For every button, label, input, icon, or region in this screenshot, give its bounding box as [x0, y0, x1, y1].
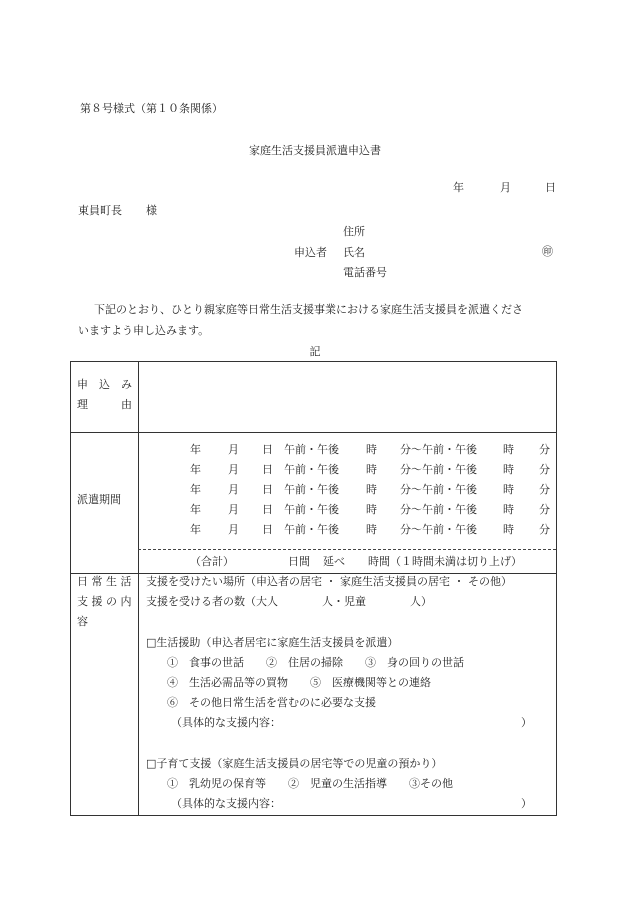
addressee-name: 東員町長	[78, 204, 122, 217]
seal-mark: ㊞	[542, 245, 553, 258]
addressee-honorific: 様	[146, 204, 157, 217]
period-y-label: 年	[190, 443, 201, 456]
period-h2-label: 時	[503, 483, 514, 496]
period-h1-label: 時	[366, 463, 377, 476]
period-row	[138, 503, 556, 517]
period-h2-label: 時	[503, 503, 514, 516]
period-y-label: 年	[190, 463, 201, 476]
date-month-label: 月	[500, 181, 511, 194]
reason-label-line2: 理 由	[77, 398, 132, 411]
period-h1-label: 時	[366, 443, 377, 456]
period-h2-label: 時	[503, 523, 514, 536]
period-min2-label: 分	[539, 523, 550, 536]
date-year-label: 年	[453, 181, 464, 194]
period-row	[138, 523, 556, 537]
form-number: 第８号様式（第１０条関係）	[80, 102, 223, 115]
period-label: 派遣期間	[77, 493, 121, 506]
support-count-line: 支援を受ける者の数（大人 人・児童 人）	[146, 595, 432, 608]
period-d-label: 日	[262, 523, 273, 536]
period-m-label: 月	[228, 443, 239, 456]
period-m-label: 月	[228, 523, 239, 536]
period-min1-label: 分〜午前・午後	[400, 443, 477, 456]
period-ampm1-label: 午前・午後	[284, 523, 339, 536]
life-support-items-3: ⑥ その他日常生活を営むのに必要な支援	[167, 696, 376, 709]
life-support-detail: （具体的な支援内容：	[171, 716, 281, 729]
period-min2-label: 分	[539, 443, 550, 456]
date-day-label: 日	[545, 181, 556, 194]
period-h2-label: 時	[503, 463, 514, 476]
child-support-detail-close: ）	[521, 797, 532, 810]
total-days-label: 日間	[288, 555, 310, 568]
body-text-line1: 下記のとおり、ひとり親家庭等日常生活支援事業における家庭生活支援員を派遣くださ	[94, 303, 523, 316]
period-row	[138, 443, 556, 457]
period-h2-label: 時	[503, 443, 514, 456]
period-min1-label: 分〜午前・午後	[400, 523, 477, 536]
period-total-row	[138, 555, 556, 569]
life-support-items-1: ① 食事の世話 ② 住居の掃除 ③ 身の回りの世話	[167, 656, 464, 669]
life-support-detail-close: ）	[521, 716, 532, 729]
document-title: 家庭生活支援員派遣申込書	[249, 144, 381, 157]
period-h1-label: 時	[366, 523, 377, 536]
period-min1-label: 分〜午前・午後	[400, 483, 477, 496]
period-d-label: 日	[262, 503, 273, 516]
reason-label-line1: 申 込 み	[77, 378, 132, 391]
support-label-line2: 支 援 の 内	[77, 595, 132, 608]
column-divider	[138, 362, 139, 815]
period-h1-label: 時	[366, 503, 377, 516]
addressee	[78, 204, 157, 218]
body-text-line2: いますよう申し込みます。	[78, 324, 210, 337]
period-ampm1-label: 午前・午後	[284, 483, 339, 496]
application-table	[70, 361, 557, 816]
total-nobe-label: 延べ	[323, 555, 345, 568]
row-divider-period	[71, 573, 556, 574]
period-y-label: 年	[190, 483, 201, 496]
period-total-divider	[138, 549, 556, 550]
phone-label: 電話番号	[343, 266, 387, 279]
child-support-items: ① 乳幼児の保育等 ② 児童の生活指導 ③その他	[167, 777, 453, 790]
period-min2-label: 分	[539, 503, 550, 516]
applicant-label: 申込者	[294, 246, 327, 259]
period-y-label: 年	[190, 503, 201, 516]
life-support-items-2: ④ 生活必需品等の買物 ⑤ 医療機関等との連絡	[167, 676, 431, 689]
name-label: 氏名	[343, 246, 365, 259]
support-label-line1: 日 常 生 活	[77, 575, 132, 588]
period-m-label: 月	[228, 463, 239, 476]
period-h1-label: 時	[366, 483, 377, 496]
support-place-line: 支援を受けたい場所（申込者の居宅 ・ 家庭生活支援員の居宅 ・ その他）	[146, 575, 512, 588]
period-m-label: 月	[228, 503, 239, 516]
period-m-label: 月	[228, 483, 239, 496]
support-label-line3: 容	[77, 615, 88, 628]
child-support-heading: □子育て支援（家庭生活支援員の居宅等での児童の預かり）	[146, 757, 443, 770]
period-ampm1-label: 午前・午後	[284, 463, 339, 476]
period-row	[138, 483, 556, 497]
period-min2-label: 分	[539, 463, 550, 476]
total-hours-label: 時間（１時間未満は切り上げ）	[368, 555, 522, 568]
period-ampm1-label: 午前・午後	[284, 443, 339, 456]
life-support-heading: □生活援助（申込者居宅に家庭生活支援員を派遣）	[146, 636, 399, 649]
row-divider-reason	[71, 432, 556, 433]
total-label: （合計）	[190, 555, 234, 568]
period-ampm1-label: 午前・午後	[284, 503, 339, 516]
period-min1-label: 分〜午前・午後	[400, 463, 477, 476]
period-min2-label: 分	[539, 483, 550, 496]
period-row	[138, 463, 556, 477]
ki-heading: 記	[309, 345, 321, 358]
period-d-label: 日	[262, 483, 273, 496]
child-support-detail: （具体的な支援内容：	[171, 797, 281, 810]
address-label: 住所	[343, 225, 365, 238]
period-d-label: 日	[262, 443, 273, 456]
period-y-label: 年	[190, 523, 201, 536]
period-d-label: 日	[262, 463, 273, 476]
period-min1-label: 分〜午前・午後	[400, 503, 477, 516]
